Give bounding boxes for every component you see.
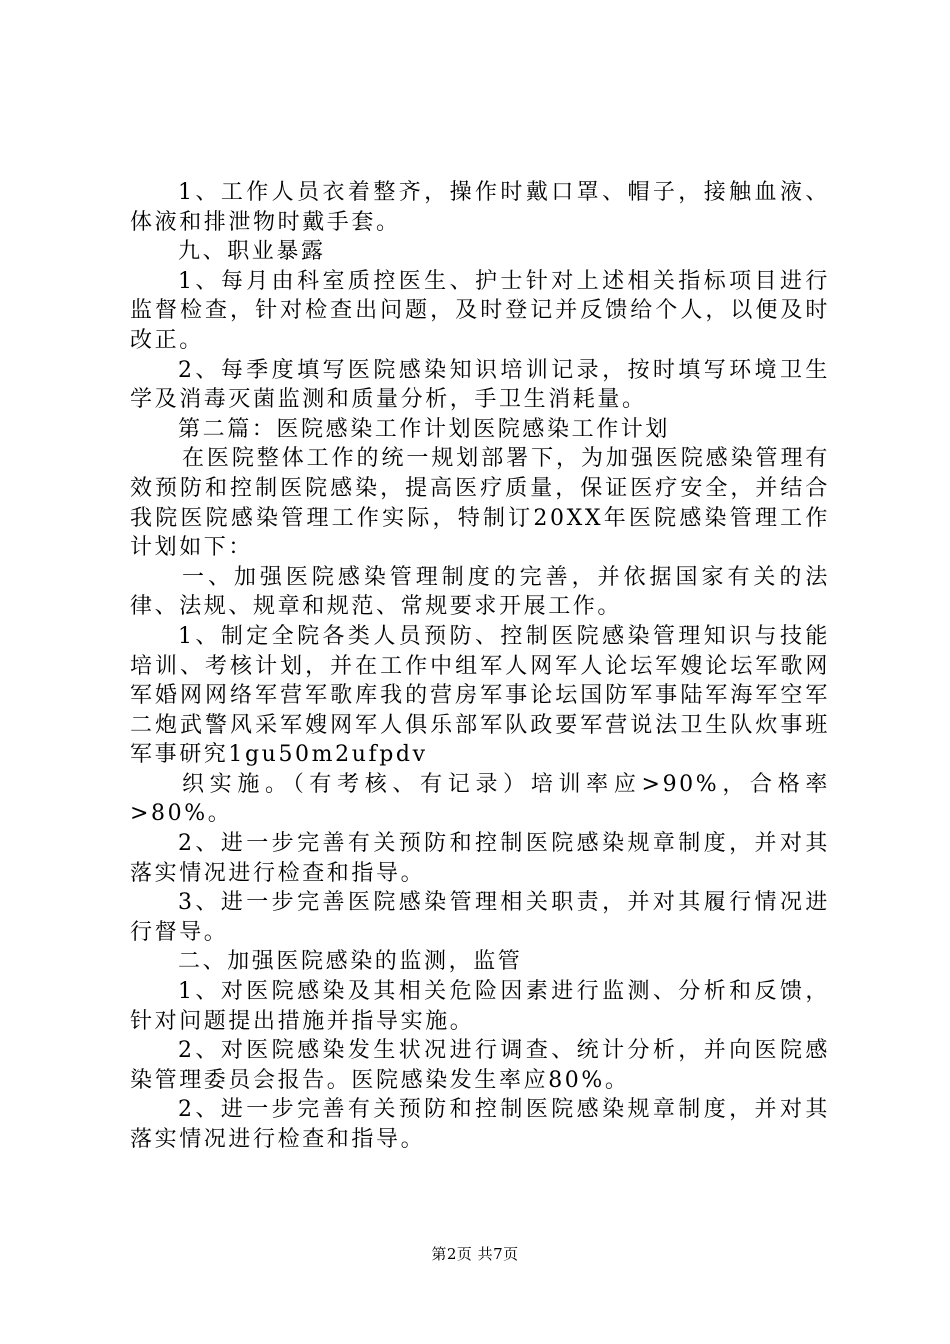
section-heading-occupational-exposure: 九、职业暴露 — [178, 239, 326, 265]
paragraph-3: 1、每月由科室质控医生、护士针对上述相关指标项目进行监督检查，针对检查出问题，及时登记并反馈给个人，以便及时改正。 — [130, 268, 830, 353]
paragraph-13: 1、对医院感染及其相关危险因素进行监测、分析和反馈，针对问题提出措施并指导实施。 — [130, 979, 830, 1034]
paragraph-8: 1、制定全院各类人员预防、控制医院感染管理知识与技能培训、考核计划，并在工作中组军人网军人论坛军嫂论坛军歌网军婚网网络军营军歌库我的营房军事论坛国防军事陆军海军空军二炮武警风采军嫂网军人俱乐部军队政要军营说法卫生队炊事班军事研究1gu50m2ufpdv — [130, 623, 830, 768]
paragraph-10: 2、进一步完善有关预防和控制医院感染规章制度，并对其落实情况进行检查和指导。 — [130, 831, 830, 886]
paragraph-9: 织实施。（有考核、有记录）培训率应>90%，合格率>80%。 — [130, 771, 830, 827]
paragraph-14: 2、对医院感染发生状况进行调查、统计分析，并向医院感染管理委员会报告。医院感染发生率应80%。 — [130, 1038, 830, 1093]
paragraph-6: 在医院整体工作的统一规划部署下，为加强医院感染管理有效预防和控制医院感染，提高医疗质量，保证医疗安全，并结合我院医院感染管理工作实际，特制订20XX年医院感染管理工作计划如下： — [130, 446, 830, 561]
paragraph-1: 1、工作人员衣着整齐，操作时戴口罩、帽子，接触血液、体液和排泄物时戴手套。 — [130, 180, 830, 235]
page-number-footer: 第2页 共7页 — [431, 1245, 519, 1263]
document-body — [130, 178, 830, 1155]
section-heading-1: 一、加强医院感染管理制度的完善，并依据国家有关的法律、法规、规章和规范、常规要求开展工作。 — [130, 564, 830, 620]
paragraph-4: 2、每季度填写医院感染知识培训记录，按时填写环境卫生学及消毒灭菌监测和质量分析，手卫生消耗量。 — [130, 357, 830, 413]
chapter-title: 第二篇：医院感染工作计划医院感染工作计划 — [178, 416, 671, 442]
section-heading-2: 二、加强医院感染的监测，监管 — [178, 949, 523, 975]
paragraph-15: 2、进一步完善有关预防和控制医院感染规章制度，并对其落实情况进行检查和指导。 — [130, 1097, 830, 1152]
paragraph-11: 3、进一步完善医院感染管理相关职责，并对其履行情况进行督导。 — [130, 890, 830, 945]
